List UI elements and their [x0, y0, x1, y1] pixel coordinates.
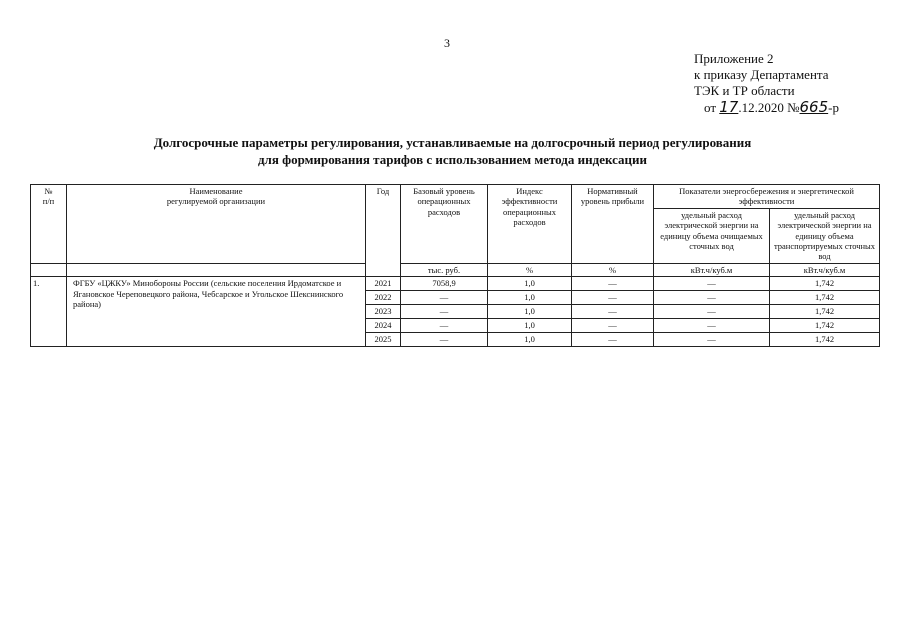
cell-energy2: 1,742	[770, 319, 880, 333]
appendix-line-1: Приложение 2	[694, 51, 774, 66]
header-energy-transported: удельный расход электрической энергии на единицу объема транспортируемых сточных вод	[770, 208, 880, 263]
date-rest: .12.2020 №	[738, 100, 800, 115]
org-number: 1.	[31, 277, 67, 347]
cell-index: 1,0	[488, 277, 572, 291]
order-suffix: -р	[828, 100, 839, 115]
cell-profit: —	[572, 291, 654, 305]
cell-profit: —	[572, 319, 654, 333]
header-base-level: Базовый уровень операционных расходов	[401, 185, 488, 264]
cell-year: 2024	[366, 319, 401, 333]
cell-energy2: 1,742	[770, 333, 880, 347]
cell-year: 2022	[366, 291, 401, 305]
cell-base: —	[401, 305, 488, 319]
units-empty-number	[31, 263, 67, 276]
cell-base: —	[401, 333, 488, 347]
data-rows	[31, 277, 880, 347]
cell-profit: —	[572, 305, 654, 319]
header-profit-level: Нормативный уровень прибыли	[572, 185, 654, 264]
cell-energy2: 1,742	[770, 277, 880, 291]
page-number: 3	[444, 36, 450, 50]
cell-energy1: —	[654, 277, 770, 291]
appendix-date-line	[694, 99, 839, 116]
header-efficiency-index: Индекс эффективности операционных расходов	[488, 185, 572, 264]
unit-profit-level: %	[572, 263, 654, 276]
cell-energy1: —	[654, 319, 770, 333]
cell-year: 2025	[366, 333, 401, 347]
cell-index: 1,0	[488, 333, 572, 347]
cell-index: 1,0	[488, 305, 572, 319]
header-energy-treated: удельный расход электрической энергии на единицу объема очищаемых сточных вод	[654, 208, 770, 263]
cell-index: 1,0	[488, 291, 572, 305]
date-prefix: от	[704, 100, 717, 115]
cell-profit: —	[572, 277, 654, 291]
cell-energy1: —	[654, 333, 770, 347]
cell-index: 1,0	[488, 319, 572, 333]
appendix-block	[694, 51, 839, 116]
handwritten-order-number: 665	[799, 98, 829, 116]
header-number: № п/п	[31, 185, 67, 264]
units-row	[31, 263, 880, 276]
cell-year: 2023	[366, 305, 401, 319]
title-line-1: Долгосрочные параметры регулирования, устанавливаемые на долгосрочный период регулирования	[153, 135, 752, 150]
document-title	[0, 134, 905, 168]
header-row-1	[31, 185, 880, 209]
cell-energy1: —	[654, 305, 770, 319]
cell-base: —	[401, 319, 488, 333]
header-year: Год	[366, 185, 401, 277]
unit-efficiency-index: %	[488, 263, 572, 276]
cell-energy2: 1,742	[770, 291, 880, 305]
unit-energy-transported: кВт.ч/куб.м	[770, 263, 880, 276]
org-name: ФГБУ «ЦЖКУ» Минобороны России (сельские поселения Ирдоматское и Ягановское Череповецкого района, Чебсарское и Угольское Шекснинского района)	[67, 277, 366, 347]
table-row	[31, 277, 880, 291]
cell-base: —	[401, 291, 488, 305]
regulation-parameters-table	[30, 184, 880, 347]
unit-base-level: тыс. руб.	[401, 263, 488, 276]
handwritten-day: 17	[719, 98, 739, 116]
header-organization: Наименование регулируемой организации	[67, 185, 366, 264]
unit-energy-treated: кВт.ч/куб.м	[654, 263, 770, 276]
cell-profit: —	[572, 333, 654, 347]
cell-year: 2021	[366, 277, 401, 291]
units-empty-organization	[67, 263, 366, 276]
appendix-line-2: к приказу Департамента	[694, 67, 829, 82]
cell-energy1: —	[654, 291, 770, 305]
header-energy-group: Показатели энергосбережения и энергетической эффективности	[654, 185, 880, 209]
cell-energy2: 1,742	[770, 305, 880, 319]
cell-base: 7058,9	[401, 277, 488, 291]
appendix-line-3: ТЭК и ТР области	[694, 83, 795, 98]
title-line-2: для формирования тарифов с использованием метода индексации	[257, 152, 648, 167]
